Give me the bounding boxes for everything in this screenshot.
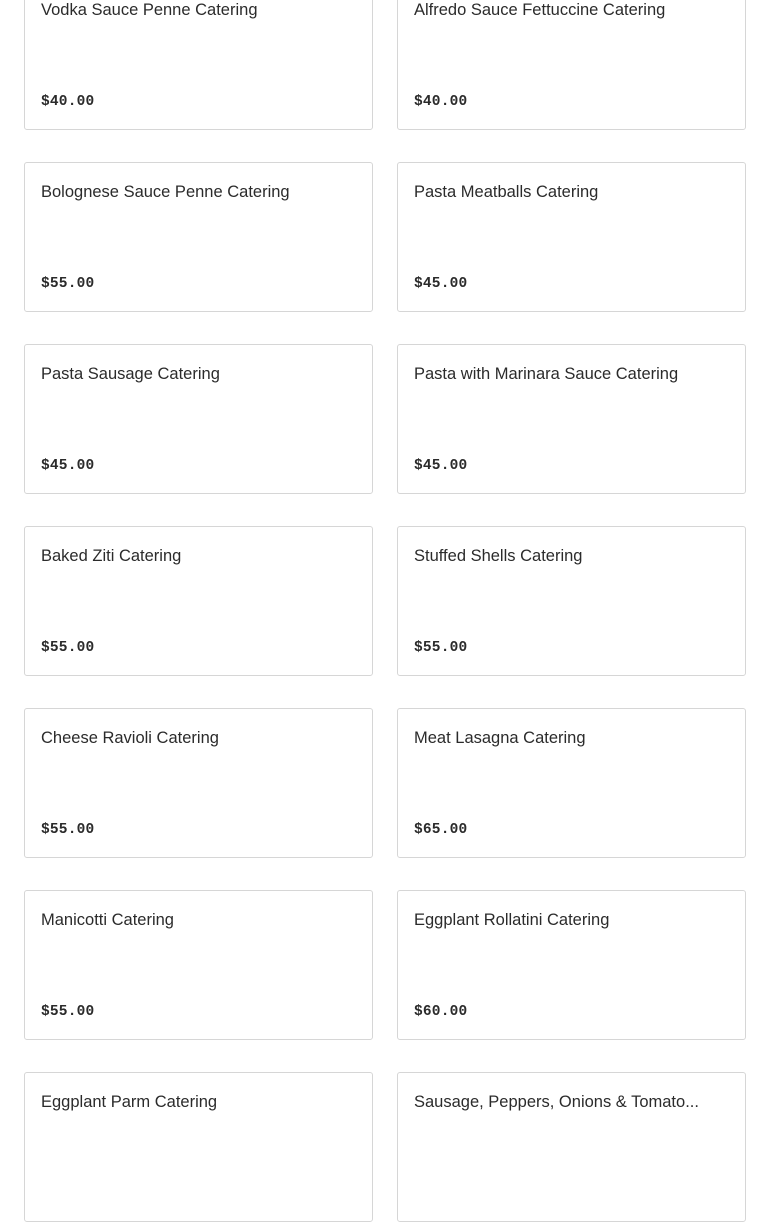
menu-item-card[interactable] <box>24 162 373 312</box>
menu-item-name: Pasta with Marinara Sauce Catering <box>414 365 679 383</box>
menu-item-name: Eggplant Rollatini Catering <box>414 911 610 929</box>
menu-item-name: Baked Ziti Catering <box>41 547 182 565</box>
menu-item-price: $55.00 <box>414 640 468 656</box>
menu-item-card[interactable] <box>24 1072 373 1222</box>
menu-item-price: $40.00 <box>414 94 468 110</box>
menu-item-name: Bolognese Sauce Penne Catering <box>41 183 290 201</box>
menu-item-price: $65.00 <box>414 822 468 838</box>
menu-item-card[interactable] <box>24 708 373 858</box>
menu-item-price: $45.00 <box>414 276 468 292</box>
menu-item-card[interactable] <box>397 1072 746 1222</box>
menu-item-name: Meat Lasagna Catering <box>414 729 586 747</box>
menu-item-card[interactable] <box>24 0 373 130</box>
menu-item-price: $45.00 <box>41 458 95 474</box>
menu-item-card[interactable] <box>397 890 746 1040</box>
menu-item-name: Sausage, Peppers, Onions & Tomato... <box>414 1093 699 1111</box>
menu-item-card[interactable] <box>24 344 373 494</box>
menu-item-name: Manicotti Catering <box>41 911 174 929</box>
menu-item-card[interactable] <box>397 526 746 676</box>
menu-item-name: Pasta Meatballs Catering <box>414 183 599 201</box>
menu-item-card[interactable] <box>397 344 746 494</box>
menu-item-card[interactable] <box>24 526 373 676</box>
menu-item-name: Pasta Sausage Catering <box>41 365 220 383</box>
menu-item-card[interactable] <box>397 0 746 130</box>
menu-item-price: $55.00 <box>41 276 95 292</box>
menu-item-price: $45.00 <box>414 458 468 474</box>
menu-item-price: $60.00 <box>414 1004 468 1020</box>
menu-item-name: Eggplant Parm Catering <box>41 1093 218 1111</box>
menu-item-name: Vodka Sauce Penne Catering <box>41 1 258 19</box>
menu-item-card[interactable] <box>397 708 746 858</box>
menu-item-grid <box>24 0 746 1222</box>
menu-item-price: $55.00 <box>41 640 95 656</box>
menu-item-name: Cheese Ravioli Catering <box>41 729 219 747</box>
menu-item-card[interactable] <box>24 890 373 1040</box>
menu-item-card[interactable] <box>397 162 746 312</box>
menu-item-name: Alfredo Sauce Fettuccine Catering <box>414 1 666 19</box>
menu-item-name: Stuffed Shells Catering <box>414 547 583 565</box>
menu-item-price: $55.00 <box>41 1004 95 1020</box>
menu-item-price: $55.00 <box>41 822 95 838</box>
menu-item-price: $40.00 <box>41 94 95 110</box>
